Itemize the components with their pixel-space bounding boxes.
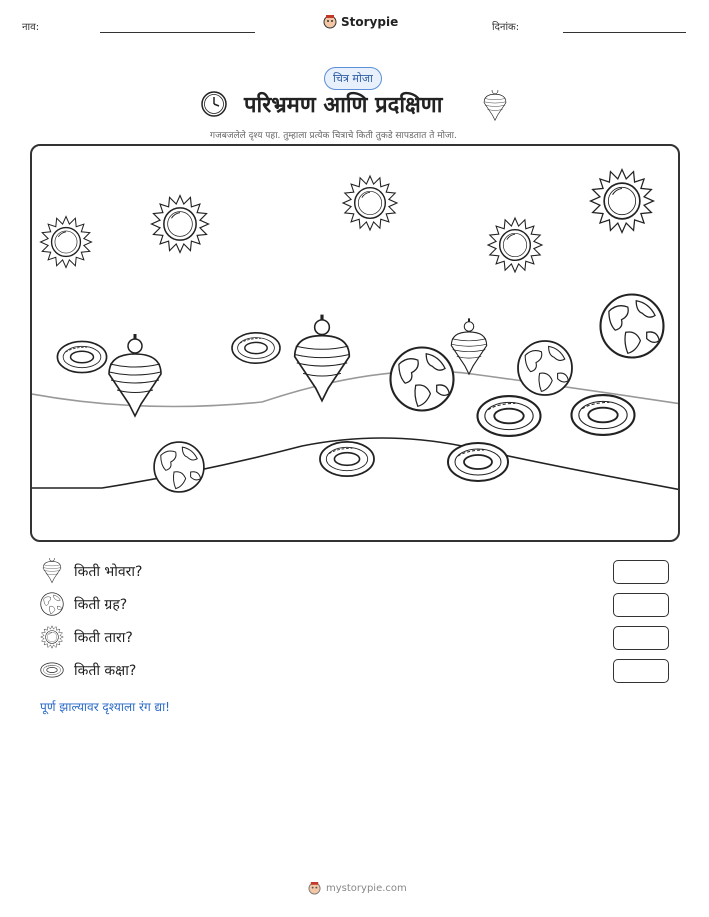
ring-icon bbox=[572, 395, 635, 435]
spinning-top-icon bbox=[295, 315, 350, 401]
brand-name: Storypie bbox=[341, 15, 399, 29]
spinning-top-icon bbox=[451, 318, 486, 374]
name-label: नाव: bbox=[22, 22, 40, 33]
sun-icon bbox=[488, 218, 542, 272]
ring-icon bbox=[320, 442, 374, 476]
counting-scene bbox=[30, 144, 680, 542]
question-row-stars bbox=[40, 624, 133, 650]
spinning-top-icon bbox=[482, 90, 508, 126]
sun-icon bbox=[343, 176, 397, 230]
coloring-note: पूर्ण झाल्यावर दृश्याला रंग द्या! bbox=[40, 700, 170, 714]
ring-icon bbox=[57, 341, 106, 372]
earth-icon bbox=[154, 442, 204, 492]
brand-logo bbox=[323, 14, 398, 30]
answer-box-stars[interactable] bbox=[613, 626, 669, 650]
answer-box-planets[interactable] bbox=[613, 593, 669, 617]
sun-icon bbox=[152, 196, 209, 253]
date-line[interactable] bbox=[563, 32, 686, 33]
question-text: किती भोवरा? bbox=[74, 563, 143, 580]
storypie-mascot-icon bbox=[323, 14, 337, 30]
question-text: किती तारा? bbox=[74, 629, 133, 646]
earth-icon bbox=[518, 341, 572, 395]
ring-icon bbox=[448, 443, 508, 481]
storypie-mascot-icon bbox=[308, 881, 321, 896]
sun-icon bbox=[40, 625, 64, 649]
page-title: परिभ्रमण आणि प्रदक्षिणा bbox=[244, 93, 443, 118]
answer-box-spinning-tops[interactable] bbox=[613, 560, 669, 584]
question-row-planets bbox=[40, 591, 127, 617]
category-badge: चित्र मोजा bbox=[324, 67, 382, 90]
sun-icon bbox=[41, 217, 92, 268]
clock-icon bbox=[200, 90, 228, 122]
footer-link[interactable]: mystorypie.com bbox=[326, 883, 407, 894]
spinning-top-icon bbox=[40, 558, 64, 584]
earth-icon bbox=[40, 592, 64, 616]
date-label: दिनांक: bbox=[492, 22, 520, 33]
question-row-orbits bbox=[40, 657, 136, 683]
question-text: किती कक्षा? bbox=[74, 662, 137, 679]
question-row-spinning-tops bbox=[40, 558, 142, 584]
ring-icon bbox=[40, 660, 64, 680]
name-line[interactable] bbox=[100, 32, 255, 33]
instructions: गजबजलेले दृश्य पहा. तुम्हाला प्रत्येक चित्राचे किती तुकडे सापडतात ते मोजा. bbox=[210, 131, 457, 141]
ring-icon bbox=[478, 396, 541, 436]
earth-icon bbox=[601, 295, 664, 358]
footer-brand bbox=[308, 881, 407, 896]
sun-icon bbox=[591, 170, 654, 233]
earth-icon bbox=[391, 348, 454, 411]
question-text: किती ग्रह? bbox=[74, 596, 128, 613]
answer-box-orbits[interactable] bbox=[613, 659, 669, 683]
ring-icon bbox=[232, 333, 280, 363]
spinning-top-icon bbox=[109, 334, 161, 416]
